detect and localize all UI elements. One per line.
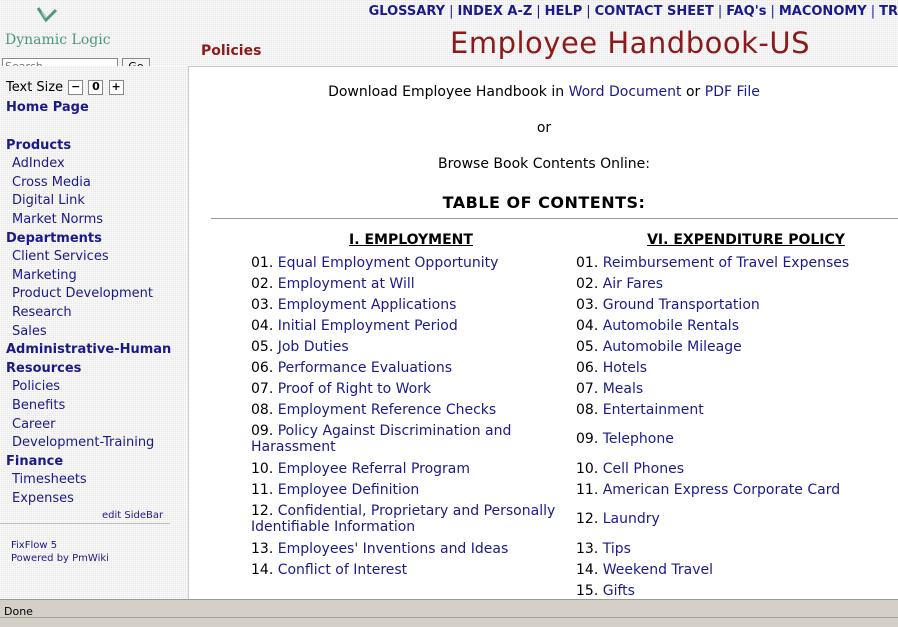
nav-separator: | xyxy=(449,4,454,19)
group-title[interactable]: Policies xyxy=(201,43,262,59)
sidebar-item-product-development[interactable]: Product Development xyxy=(12,286,154,302)
toc-column-employment xyxy=(251,230,571,579)
sidebar-head-hr[interactable]: Administrative-Human Resources xyxy=(6,342,172,376)
sidebar-item-client-services[interactable]: Client Services xyxy=(12,249,109,265)
text-size-decrease-button[interactable]: − xyxy=(68,80,83,95)
nav-separator: | xyxy=(770,4,775,19)
sidebar-item-research[interactable]: Research xyxy=(12,304,72,320)
toc-entry[interactable] xyxy=(576,251,876,272)
toc-entry-link[interactable]: Tips xyxy=(602,540,631,557)
toc-entry-number: 02. xyxy=(251,275,274,292)
download-line xyxy=(189,84,898,100)
toc-entry[interactable] xyxy=(576,419,876,457)
toc-entry-link[interactable]: Gifts xyxy=(602,582,635,599)
sidebar-item-adindex[interactable]: AdIndex xyxy=(12,156,65,172)
or-line: or xyxy=(536,120,552,136)
toc-entry-link[interactable]: Telephone xyxy=(602,431,674,447)
sidebar-item-benefits[interactable]: Benefits xyxy=(12,397,66,413)
toc-entry-number: 12. xyxy=(576,511,599,527)
toc-entry[interactable] xyxy=(576,478,876,499)
sidebar-head-departments[interactable]: Departments xyxy=(6,230,102,246)
toc-entry[interactable] xyxy=(576,579,876,600)
text-size-label: Text Size xyxy=(6,80,64,95)
toc-entry-link[interactable]: Weekend Travel xyxy=(602,561,714,578)
toc-entry[interactable] xyxy=(251,377,571,398)
toc-entry-number: 03. xyxy=(576,296,599,313)
toc-entry-number: 02. xyxy=(576,275,599,292)
sidebar-nav xyxy=(6,99,186,508)
pdf-file-link[interactable]: PDF File xyxy=(704,84,760,100)
status-bar xyxy=(0,599,898,627)
toc-entry-link[interactable]: Employee Definition xyxy=(277,481,420,498)
status-text: Done xyxy=(4,605,33,618)
toc-entry-link[interactable]: Policy Against Discrimination and Harassment xyxy=(251,423,512,455)
browse-line: Browse Book Contents Online: xyxy=(437,156,651,172)
toc-entry-link[interactable]: American Express Corporate Card xyxy=(602,481,841,498)
toc-entry[interactable] xyxy=(251,419,571,457)
toc-entry[interactable] xyxy=(251,251,571,272)
toc-entry[interactable] xyxy=(251,335,571,356)
toc-entry[interactable] xyxy=(251,356,571,377)
toc-entry-number: 05. xyxy=(576,338,599,355)
sidebar-item-development-training[interactable]: Development-Training xyxy=(12,435,155,451)
toc-entry-number: 13. xyxy=(576,540,599,557)
toc-column-expenditure xyxy=(576,230,876,600)
toc-entry-link[interactable]: Employment at Will xyxy=(277,275,415,292)
text-size-reset-button[interactable]: 0 xyxy=(88,80,103,95)
toc-entry-number: 06. xyxy=(576,359,599,376)
toc-heading-expenditure[interactable]: VI. EXPENDITURE POLICY xyxy=(647,232,845,248)
toc-entry-link[interactable]: Employees' Inventions and Ideas xyxy=(277,540,509,557)
toc-title: TABLE OF CONTENTS: xyxy=(442,193,646,212)
fixflow-link[interactable]: FixFlow 5 xyxy=(11,540,58,551)
toc-entry-link[interactable]: Cell Phones xyxy=(602,460,684,477)
toc-entry-number: 10. xyxy=(576,460,599,477)
toc-entry-link[interactable]: Hotels xyxy=(602,359,648,376)
toc-entry-link[interactable]: Employment Applications xyxy=(277,296,457,313)
toc-entry-link[interactable]: Entertainment xyxy=(602,401,704,418)
toc-entry[interactable] xyxy=(251,478,571,499)
toc-entry[interactable] xyxy=(251,272,571,293)
nav-maconomy[interactable]: MACONOMY xyxy=(778,4,867,19)
sidebar-head-finance[interactable]: Finance xyxy=(6,453,64,469)
toc-entry[interactable] xyxy=(576,272,876,293)
toc-entry-number: 01. xyxy=(251,254,274,271)
sidebar-item-cross-media[interactable]: Cross Media xyxy=(12,174,91,190)
sidebar-divider xyxy=(0,523,170,524)
status-divider xyxy=(0,617,898,618)
sidebar-item-career[interactable]: Career xyxy=(12,416,56,432)
nav-faqs[interactable]: FAQ's xyxy=(726,4,767,19)
sidebar-item-expenses[interactable]: Expenses xyxy=(12,490,74,506)
word-document-link[interactable]: Word Document xyxy=(568,84,682,100)
toc-entry-link[interactable]: Proof of Right to Work xyxy=(277,380,432,397)
toc-entry[interactable] xyxy=(251,314,571,335)
nav-glossary[interactable]: GLOSSARY xyxy=(368,4,446,19)
toc-list-expenditure xyxy=(576,251,876,600)
toc-entry-number: 13. xyxy=(251,540,274,557)
text-size-increase-button[interactable]: + xyxy=(109,80,124,95)
toc-entry-link[interactable]: Employee Referral Program xyxy=(277,460,471,477)
toc-entry-number: 09. xyxy=(251,423,274,439)
toc-entry[interactable] xyxy=(576,398,876,419)
toc-entry-link[interactable]: Job Duties xyxy=(277,338,349,355)
sidebar-item-digital-link[interactable]: Digital Link xyxy=(12,193,85,209)
toc-entry[interactable] xyxy=(576,499,876,537)
toc-entry[interactable] xyxy=(576,457,876,478)
text-size-control xyxy=(6,80,124,95)
toc-entry-number: 08. xyxy=(251,401,274,418)
toc-entry[interactable] xyxy=(576,293,876,314)
toc-entry-link[interactable]: Air Fares xyxy=(602,275,664,292)
toc-entry[interactable] xyxy=(251,398,571,419)
toc-entry-link[interactable]: Equal Employment Opportunity xyxy=(277,254,499,271)
nav-truncated[interactable]: TR xyxy=(879,4,898,19)
toc-entry-link[interactable]: Automobile Rentals xyxy=(602,317,739,334)
main-content xyxy=(188,66,898,600)
toc-entry-number: 06. xyxy=(251,359,274,376)
toc-entry-number: 12. xyxy=(251,503,274,519)
toc-entry[interactable] xyxy=(251,457,571,478)
download-prefix: Download Employee Handbook in xyxy=(328,84,565,100)
toc-entry-number: 05. xyxy=(251,338,274,355)
toc-entry-number: 14. xyxy=(251,561,274,578)
edit-sidebar-link[interactable]: edit SideBar xyxy=(102,510,164,521)
toc-entry-link[interactable]: Reimbursement of Travel Expenses xyxy=(602,254,850,271)
toc-entry-number: 10. xyxy=(251,460,274,477)
toc-entry-link[interactable]: Automobile Mileage xyxy=(602,338,742,355)
toc-entry[interactable] xyxy=(576,314,876,335)
sidebar-item-policies[interactable]: Policies xyxy=(12,379,61,395)
sidebar-head-products[interactable]: Products xyxy=(6,137,72,153)
sidebar-item-marketing[interactable]: Marketing xyxy=(12,267,77,283)
nav-separator: | xyxy=(536,4,541,19)
toc-entry-number: 07. xyxy=(576,380,599,397)
toc-entry-link[interactable]: Meals xyxy=(602,380,644,397)
toc-entry-number: 15. xyxy=(576,582,599,599)
toc-entry[interactable] xyxy=(576,377,876,398)
toc-heading-employment[interactable]: I. EMPLOYMENT xyxy=(349,232,473,248)
download-or: or xyxy=(685,84,701,100)
sidebar-footer xyxy=(11,539,109,565)
nav-separator: | xyxy=(870,4,876,19)
toc-entry-number: 03. xyxy=(251,296,274,313)
toc-entry-number: 08. xyxy=(576,401,599,418)
toc-entry[interactable] xyxy=(576,335,876,356)
toc-divider xyxy=(211,218,898,219)
nav-index[interactable]: INDEX A-Z xyxy=(457,4,533,19)
toc-entry-link[interactable]: Confidential, Proprietary and Personally Identifiable Information xyxy=(251,503,556,535)
toc-entry-number: 04. xyxy=(576,317,599,334)
sidebar-item-market-norms[interactable]: Market Norms xyxy=(12,211,104,227)
toc-entry-number: 09. xyxy=(576,431,599,447)
toc-entry-link[interactable]: Ground Transportation xyxy=(602,296,760,313)
toc-entry[interactable] xyxy=(576,558,876,579)
toc-entry[interactable] xyxy=(251,537,571,558)
toc-entry[interactable] xyxy=(251,558,571,579)
toc-entry-link[interactable]: Laundry xyxy=(602,511,660,527)
sidebar-item-sales[interactable]: Sales xyxy=(12,323,47,339)
toc-entry-link[interactable]: Conflict of Interest xyxy=(277,561,408,578)
toc-entry-link[interactable]: Initial Employment Period xyxy=(277,317,458,334)
nav-contact-sheet[interactable]: CONTACT SHEET xyxy=(594,4,714,19)
nav-separator: | xyxy=(717,4,723,19)
toc-entry-number: 11. xyxy=(251,481,274,498)
nav-separator: | xyxy=(586,4,591,19)
toc-entry-number: 01. xyxy=(576,254,599,271)
toc-entry-link[interactable]: Employment Reference Checks xyxy=(277,401,497,418)
toc-entry-number: 07. xyxy=(251,380,274,397)
sidebar-item-timesheets[interactable]: Timesheets xyxy=(12,472,87,488)
logo-text: Dynamic Logic xyxy=(5,32,111,48)
toc-entry-number: 11. xyxy=(576,481,599,498)
page-header xyxy=(0,0,898,66)
toc-entry[interactable] xyxy=(251,293,571,314)
nav-help[interactable]: HELP xyxy=(544,4,583,19)
pmwiki-link[interactable]: Powered by PmWiki xyxy=(11,553,109,564)
toc-entry[interactable] xyxy=(576,356,876,377)
toc-entry-number: 04. xyxy=(251,317,274,334)
toc-entry-link[interactable]: Performance Evaluations xyxy=(277,359,453,376)
toc-entry[interactable] xyxy=(251,499,571,537)
page-title: Employee Handbook-US xyxy=(450,26,810,60)
top-navigation xyxy=(369,4,898,19)
toc-list-employment xyxy=(251,251,571,579)
sidebar-home-link[interactable]: Home Page xyxy=(6,100,89,115)
logo[interactable] xyxy=(2,4,112,48)
toc-entry-number: 14. xyxy=(576,561,599,578)
toc-entry[interactable] xyxy=(576,537,876,558)
